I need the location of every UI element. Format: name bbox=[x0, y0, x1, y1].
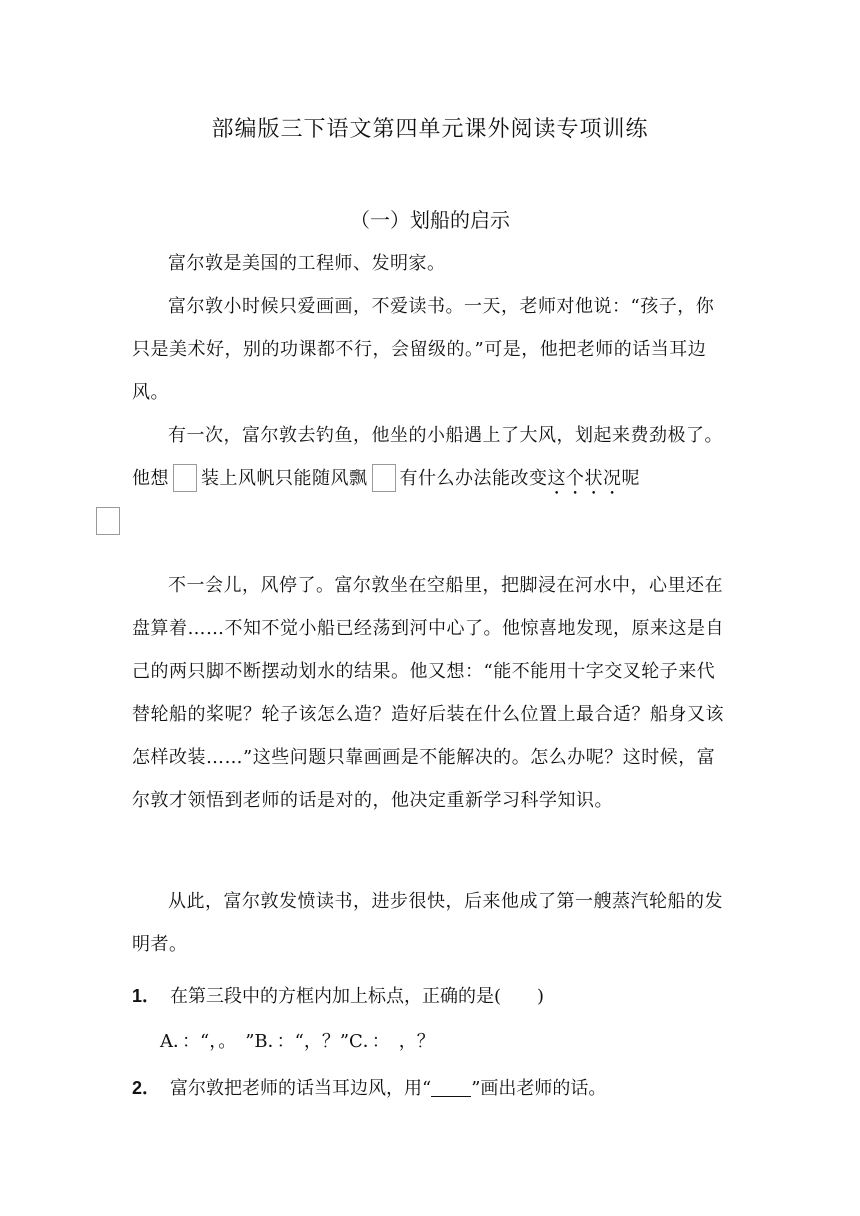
page-title: 部编版三下语文第四单元课外阅读专项训练 bbox=[211, 117, 649, 142]
paragraph-4: 不一会儿，风停了。富尔敦坐在空船里，把脚浸在河水中，心里还在盘算着……不知不觉小船已经荡到河中心了。他惊喜地发现，原来这是自己的两只脚不断摆动划水的结果。他又想：“能不能用十字交叉轮子来代替轮船的桨呢？轮子该怎么造？造好后装在什么位置上最合适？船身又该怎样改装……”这些问题只靠画画是不能解决的。怎么办呢？这时候，富尔敦才领悟到老师的话是对的，他决定重新学习科学知识。 bbox=[132, 575, 724, 811]
paragraph-3 bbox=[132, 414, 732, 543]
punctuation-box-1 bbox=[173, 464, 197, 492]
question-1 bbox=[132, 982, 544, 1008]
question-1-text: 在第三段中的方框内加上标点，正确的是( ) bbox=[170, 986, 545, 1007]
question-2-number: 2． bbox=[132, 1078, 161, 1098]
underline-blank bbox=[431, 1078, 471, 1097]
punctuation-box-2 bbox=[372, 464, 396, 492]
dotted-phrase: 这个状况 bbox=[547, 468, 622, 489]
question-2-text-a: 富尔敦把老师的话当耳边风，用“ bbox=[170, 1078, 432, 1099]
question-1-number: 1． bbox=[132, 986, 161, 1006]
paragraph-3-part-b: 装上风帆只能随风飘 bbox=[201, 468, 368, 489]
question-2-text-b: ”画出老师的话。 bbox=[471, 1078, 607, 1099]
paragraph-2: 富尔敦小时候只爱画画，不爱读书。一天，老师对他说：“孩子，你只是美术好，别的功课都不行，会留级的。”可是，他把老师的话当耳边风。 bbox=[132, 296, 715, 403]
question-2 bbox=[132, 1074, 606, 1100]
paragraph-1: 富尔敦是美国的工程师、发明家。 bbox=[168, 253, 446, 274]
question-1-options: A．：“，。 ”B．：“，？”C．： ，？ bbox=[160, 1031, 435, 1052]
punctuation-box-3 bbox=[96, 507, 120, 535]
section-title: （一）划船的启示 bbox=[350, 208, 510, 232]
paragraph-3-part-c: 有什么办法能改变 bbox=[399, 468, 548, 489]
paragraph-5: 从此，富尔敦发愤读书，进步很快，后来他成了第一艘蒸汽轮船的发明者。 bbox=[132, 891, 723, 955]
paragraph-3-part-d: 呢 bbox=[621, 468, 640, 489]
paragraph-3-part-a: 有一次，富尔敦去钓鱼，他坐的小船遇上了大风，划起来费劲极了。他想 bbox=[132, 425, 723, 489]
